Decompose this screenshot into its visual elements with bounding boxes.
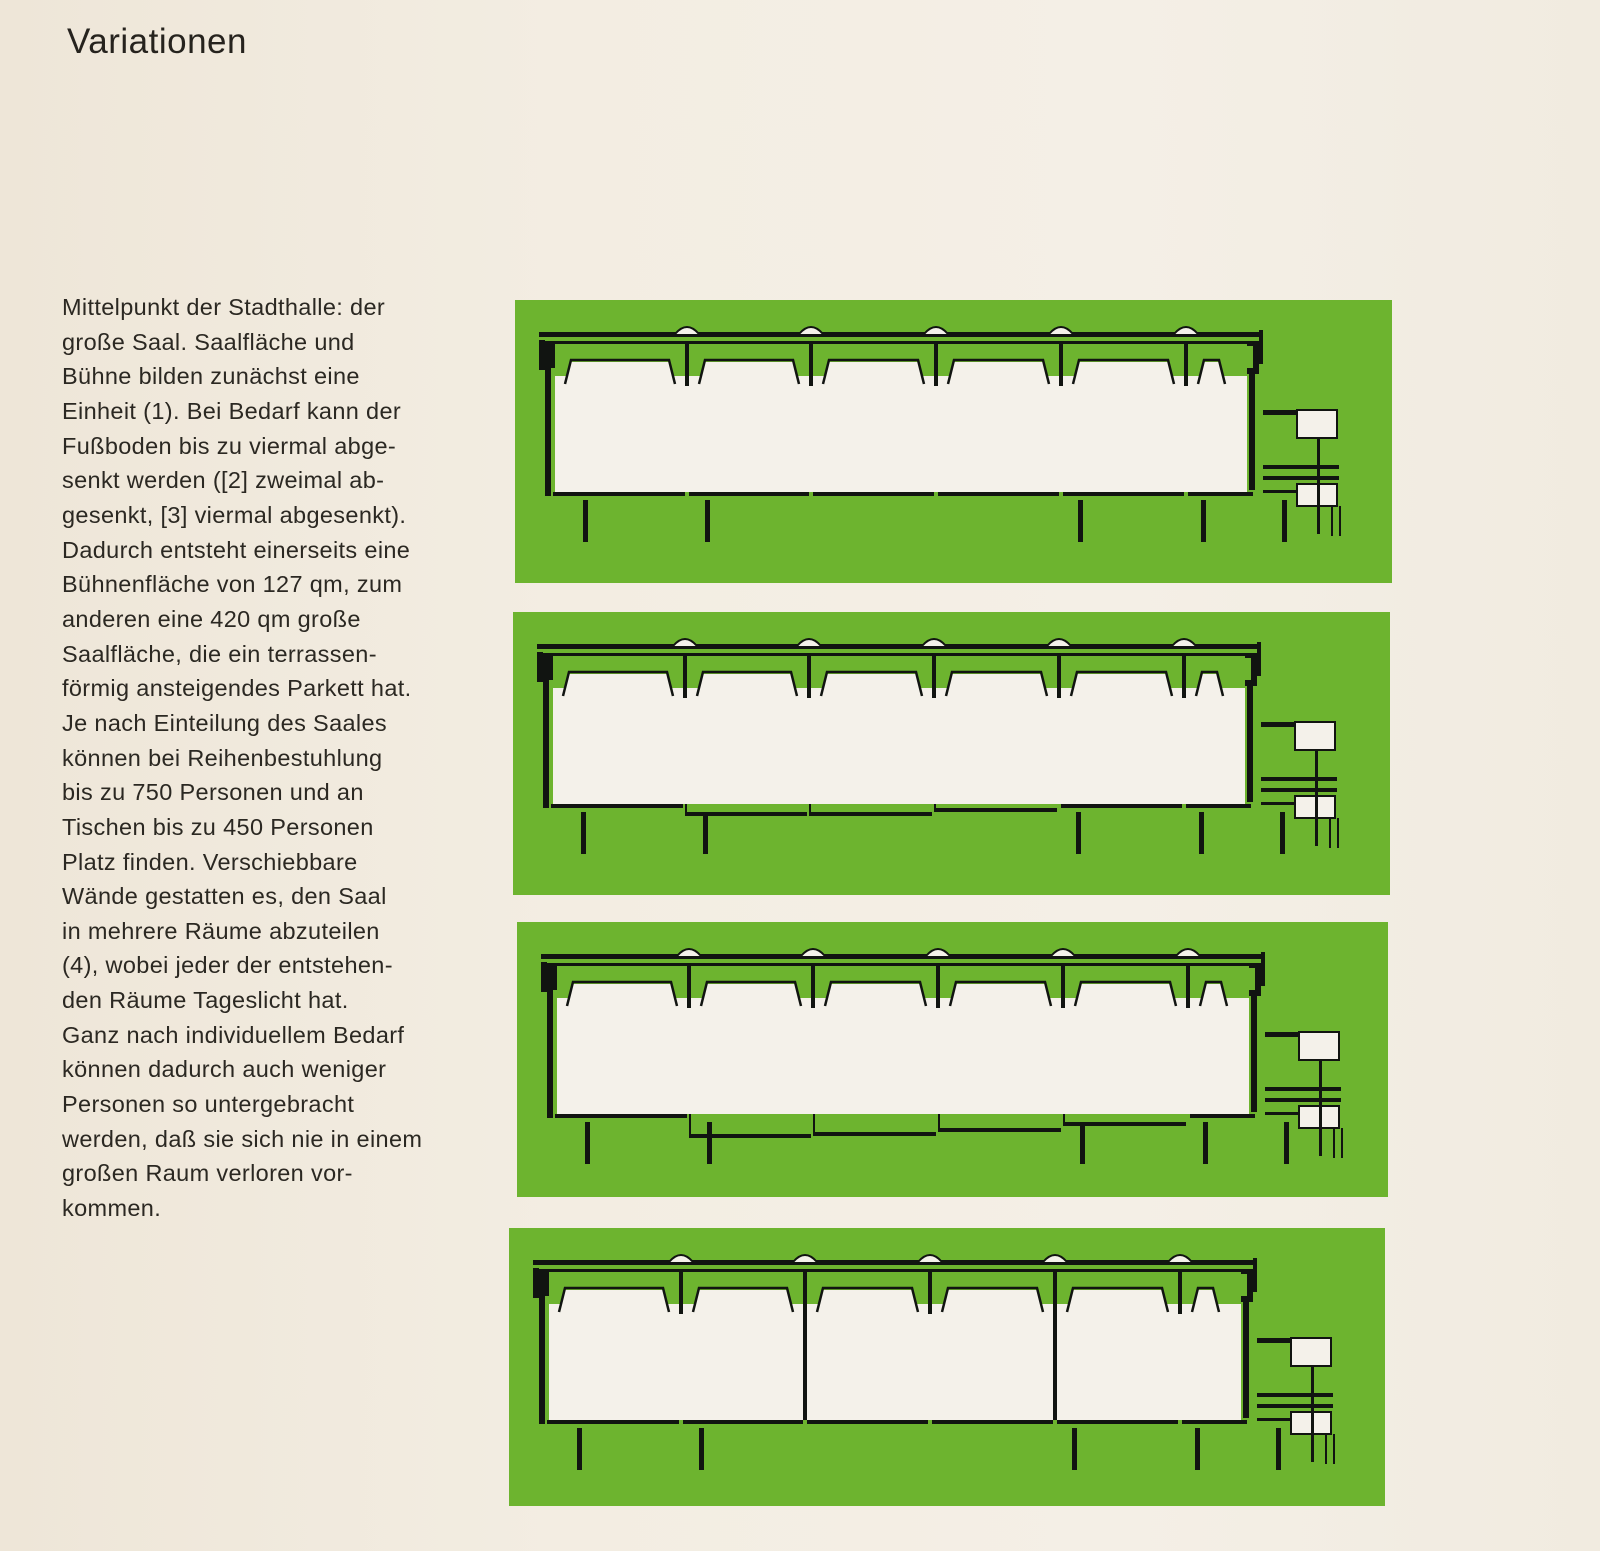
annex-mullion bbox=[1333, 1434, 1335, 1464]
body-text-line: Tischen bis zu 450 Personen bbox=[62, 813, 374, 840]
floor-step bbox=[685, 804, 687, 816]
support-column bbox=[703, 812, 708, 854]
parapet bbox=[1253, 1258, 1257, 1292]
skylight bbox=[801, 949, 825, 956]
partition-wall bbox=[1053, 1310, 1057, 1420]
right-wall bbox=[1247, 680, 1253, 802]
ceiling-coffer bbox=[817, 1290, 918, 1308]
body-text-line: Fußboden bis zu viermal abge- bbox=[62, 432, 397, 459]
support-column bbox=[1280, 812, 1285, 854]
body-text bbox=[62, 290, 492, 1226]
section-diagram-1 bbox=[515, 300, 1392, 583]
annex-slab bbox=[1263, 465, 1339, 469]
skylight bbox=[1049, 327, 1073, 334]
annex-slab bbox=[1257, 1418, 1291, 1421]
skylight bbox=[673, 639, 697, 646]
skylight bbox=[1047, 639, 1071, 646]
body-text-line: Ganz nach individuellem Bedarf bbox=[62, 1021, 405, 1048]
annex-mullion bbox=[1329, 818, 1331, 848]
skylight bbox=[1168, 1255, 1192, 1262]
support-column bbox=[1276, 1428, 1281, 1470]
section-diagram-3 bbox=[517, 922, 1388, 1197]
skylight bbox=[1176, 949, 1200, 956]
body-text-line: in mehrere Räume abzuteilen bbox=[62, 917, 380, 944]
body-text-line: Bühne bilden zunächst eine bbox=[62, 363, 360, 390]
ceiling-beam bbox=[683, 656, 687, 698]
annex-slab bbox=[1257, 1338, 1291, 1343]
hall-interior bbox=[553, 684, 1245, 804]
floor-segment bbox=[815, 1132, 936, 1136]
ceiling-beam bbox=[934, 344, 938, 386]
support-column bbox=[1076, 812, 1081, 854]
skylight bbox=[793, 1255, 817, 1262]
ceiling-beam bbox=[1059, 344, 1063, 386]
floor-segment bbox=[936, 808, 1057, 812]
annex-mullion bbox=[1333, 1128, 1335, 1158]
section-diagram-4 bbox=[509, 1228, 1385, 1506]
annex-mullion bbox=[1319, 1060, 1322, 1156]
ceiling-coffer bbox=[1075, 984, 1176, 1002]
skylight bbox=[1051, 949, 1075, 956]
ceiling-beam bbox=[1186, 966, 1190, 1008]
floor-segment bbox=[932, 1420, 1053, 1424]
annex-slab bbox=[1265, 1112, 1299, 1115]
support-column bbox=[1195, 1428, 1200, 1470]
floor-step bbox=[938, 1114, 940, 1132]
annex-box bbox=[1299, 1032, 1339, 1060]
ceiling-beam bbox=[1061, 966, 1065, 1008]
hall-interior bbox=[557, 994, 1249, 1114]
skylight bbox=[1043, 1255, 1067, 1262]
support-column bbox=[1203, 1122, 1208, 1164]
annex-slab bbox=[1265, 1032, 1299, 1037]
ceiling-coffer bbox=[697, 674, 797, 692]
floor-step bbox=[934, 804, 936, 812]
floor-segment bbox=[807, 1420, 928, 1424]
ceiling-beam bbox=[687, 966, 691, 1008]
body-text-line: große Saal. Saalfläche und bbox=[62, 328, 355, 355]
annex-slab bbox=[1261, 777, 1337, 781]
annex-mullion bbox=[1317, 438, 1320, 534]
floor-step bbox=[809, 804, 811, 816]
parapet bbox=[1259, 330, 1263, 364]
ceiling-beam bbox=[1053, 1272, 1057, 1314]
support-column bbox=[1072, 1428, 1077, 1470]
left-wall bbox=[543, 654, 549, 808]
ceiling-beam bbox=[811, 966, 815, 1008]
floor-step bbox=[813, 1114, 815, 1136]
annex-slab bbox=[1265, 1098, 1341, 1102]
body-text-line: gesenkt, [3] viermal abgesenkt). bbox=[62, 501, 407, 528]
ceiling-coffer bbox=[950, 984, 1051, 1002]
skylight bbox=[675, 327, 699, 334]
floor-segment bbox=[940, 1128, 1061, 1132]
support-column bbox=[1284, 1122, 1289, 1164]
ceiling-coffer bbox=[821, 674, 922, 692]
ceiling-coffer bbox=[1071, 674, 1172, 692]
ceiling-coffer bbox=[567, 984, 677, 1002]
ceiling-coffer bbox=[825, 984, 926, 1002]
floor-segment bbox=[1063, 492, 1184, 496]
support-column bbox=[1199, 812, 1204, 854]
annex-box bbox=[1295, 722, 1335, 750]
annex-mullion bbox=[1331, 506, 1333, 536]
skylight bbox=[1174, 327, 1198, 334]
skylight bbox=[918, 1255, 942, 1262]
skylight bbox=[797, 639, 821, 646]
body-text-line: Personen so untergebracht bbox=[62, 1091, 355, 1118]
ceiling-beam bbox=[928, 1272, 932, 1314]
parapet bbox=[537, 652, 543, 682]
body-text-line: großen Raum verloren vor- bbox=[62, 1160, 353, 1187]
ceiling-coffer bbox=[565, 362, 675, 380]
skylight bbox=[677, 949, 701, 956]
roof-line bbox=[537, 644, 1261, 649]
left-wall bbox=[539, 1270, 545, 1424]
annex-mullion bbox=[1325, 1434, 1327, 1464]
body-text-line: kommen. bbox=[62, 1195, 162, 1222]
floor-segment bbox=[813, 492, 934, 496]
parapet bbox=[539, 340, 545, 370]
ceiling-coffer bbox=[823, 362, 924, 380]
ceiling-coffer bbox=[693, 1290, 793, 1308]
ceiling-coffer bbox=[701, 984, 801, 1002]
floor-segment bbox=[553, 492, 685, 496]
ceiling-beam bbox=[679, 1272, 683, 1314]
floor-segment bbox=[1061, 804, 1182, 808]
floor-segment bbox=[1057, 1420, 1178, 1424]
roof-line bbox=[541, 954, 1265, 959]
floor-segment bbox=[555, 1114, 687, 1118]
floor-segment bbox=[1188, 492, 1253, 496]
right-wall bbox=[1243, 1296, 1249, 1418]
annex-box bbox=[1291, 1338, 1331, 1366]
support-column bbox=[583, 500, 588, 542]
annex-mullion bbox=[1341, 1128, 1343, 1158]
annex-slab bbox=[1263, 490, 1297, 493]
support-column bbox=[581, 812, 586, 854]
right-wall bbox=[1249, 368, 1255, 490]
skylight bbox=[799, 327, 823, 334]
ceiling-coffer bbox=[942, 1290, 1043, 1308]
parapet bbox=[1261, 952, 1265, 986]
support-column bbox=[1282, 500, 1287, 542]
annex-slab bbox=[1263, 410, 1297, 415]
floor-segment bbox=[683, 1420, 803, 1424]
roof-line bbox=[537, 653, 1261, 656]
annex-mullion bbox=[1337, 818, 1339, 848]
roof-line bbox=[541, 963, 1265, 966]
annex-mullion bbox=[1339, 506, 1341, 536]
ceiling-coffer bbox=[948, 362, 1049, 380]
ceiling-coffer bbox=[1067, 1290, 1168, 1308]
support-column bbox=[1078, 500, 1083, 542]
section-drawing bbox=[517, 922, 1388, 1197]
floor-segment bbox=[811, 812, 932, 816]
support-column bbox=[585, 1122, 590, 1164]
ceiling-coffer bbox=[946, 674, 1047, 692]
parapet bbox=[1257, 642, 1261, 676]
support-column bbox=[705, 500, 710, 542]
hall-interior bbox=[549, 1300, 1241, 1420]
body-text-line: Mittelpunkt der Stadthalle: der bbox=[62, 294, 386, 320]
annex-slab bbox=[1261, 788, 1337, 792]
body-text-line: Einheit (1). Bei Bedarf kann der bbox=[62, 397, 402, 424]
ceiling-coffer bbox=[563, 674, 673, 692]
annex-slab bbox=[1261, 722, 1295, 727]
annex-mullion bbox=[1315, 750, 1318, 846]
annex-slab bbox=[1263, 476, 1339, 480]
roof-line bbox=[539, 341, 1263, 344]
section-drawing bbox=[513, 612, 1390, 895]
ceiling-coffer bbox=[1073, 362, 1174, 380]
roof-line bbox=[539, 332, 1263, 337]
floor-segment bbox=[938, 492, 1059, 496]
ceiling-coffer bbox=[559, 1290, 669, 1308]
section-diagram-2 bbox=[513, 612, 1390, 895]
support-column bbox=[707, 1122, 712, 1164]
body-text-line: den Räume Tageslicht hat. bbox=[62, 987, 349, 1014]
roof-line bbox=[533, 1269, 1257, 1272]
annex-slab bbox=[1257, 1404, 1333, 1408]
body-text-line: anderen eine 420 qm große bbox=[62, 605, 361, 632]
parapet bbox=[541, 962, 547, 992]
ceiling-beam bbox=[1057, 656, 1061, 698]
floor-segment bbox=[1182, 1420, 1247, 1424]
body-text-line: bis zu 750 Personen und an bbox=[62, 779, 364, 806]
section-drawing bbox=[515, 300, 1392, 583]
floor-segment bbox=[551, 804, 683, 808]
ceiling-beam bbox=[1184, 344, 1188, 386]
ceiling-coffer bbox=[699, 362, 799, 380]
floor-segment bbox=[1186, 804, 1251, 808]
body-text-line: Dadurch entsteht einerseits eine bbox=[62, 536, 411, 563]
support-column bbox=[577, 1428, 582, 1470]
body-text-line: Saalfläche, die ein terrassen- bbox=[62, 640, 377, 667]
section-drawing bbox=[509, 1228, 1385, 1506]
body-text-line: förmig ansteigendes Parkett hat. bbox=[62, 675, 412, 702]
skylight bbox=[926, 949, 950, 956]
floor-step bbox=[689, 1114, 691, 1138]
ceiling-beam bbox=[1182, 656, 1186, 698]
support-column bbox=[1080, 1122, 1085, 1164]
support-column bbox=[699, 1428, 704, 1470]
ceiling-beam bbox=[1178, 1272, 1182, 1314]
body-text-line: werden, daß sie sich nie in einem bbox=[62, 1125, 423, 1152]
floor-segment bbox=[689, 492, 809, 496]
ceiling-beam bbox=[803, 1272, 807, 1314]
roof-line bbox=[533, 1260, 1257, 1265]
body-text-line: Wände gestatten es, den Saal bbox=[62, 883, 387, 910]
annex-mullion bbox=[1311, 1366, 1314, 1462]
body-text-line: können dadurch auch weniger bbox=[62, 1056, 387, 1083]
skylight bbox=[922, 639, 946, 646]
body-text-line: Platz finden. Verschiebbare bbox=[62, 848, 358, 875]
skylight bbox=[1172, 639, 1196, 646]
support-column bbox=[1201, 500, 1206, 542]
skylight bbox=[669, 1255, 693, 1262]
body-text-line: senkt werden ([2] zweimal ab- bbox=[62, 467, 385, 494]
body-text-line: können bei Reihenbestuhlung bbox=[62, 744, 383, 771]
body-text-line: (4), wobei jeder der entstehen- bbox=[62, 952, 393, 979]
annex-slab bbox=[1265, 1087, 1341, 1091]
body-text-line: Bühnenfläche von 127 qm, zum bbox=[62, 571, 403, 598]
left-wall bbox=[545, 342, 551, 496]
annex-slab bbox=[1257, 1393, 1333, 1397]
ceiling-beam bbox=[807, 656, 811, 698]
floor-step bbox=[1063, 1114, 1065, 1126]
page-title: Variationen bbox=[67, 22, 247, 61]
ceiling-beam bbox=[932, 656, 936, 698]
floor-segment bbox=[547, 1420, 679, 1424]
hall-interior bbox=[555, 372, 1247, 492]
ceiling-beam bbox=[685, 344, 689, 386]
ceiling-beam bbox=[936, 966, 940, 1008]
skylight bbox=[924, 327, 948, 334]
right-wall bbox=[1251, 990, 1257, 1112]
parapet bbox=[533, 1268, 539, 1298]
ceiling-beam bbox=[809, 344, 813, 386]
left-wall bbox=[547, 964, 553, 1118]
floor-segment bbox=[1190, 1114, 1255, 1118]
body-text-line: Je nach Einteilung des Saales bbox=[62, 709, 388, 736]
partition-wall bbox=[803, 1310, 807, 1420]
annex-box bbox=[1297, 410, 1337, 438]
annex-slab bbox=[1261, 802, 1295, 805]
